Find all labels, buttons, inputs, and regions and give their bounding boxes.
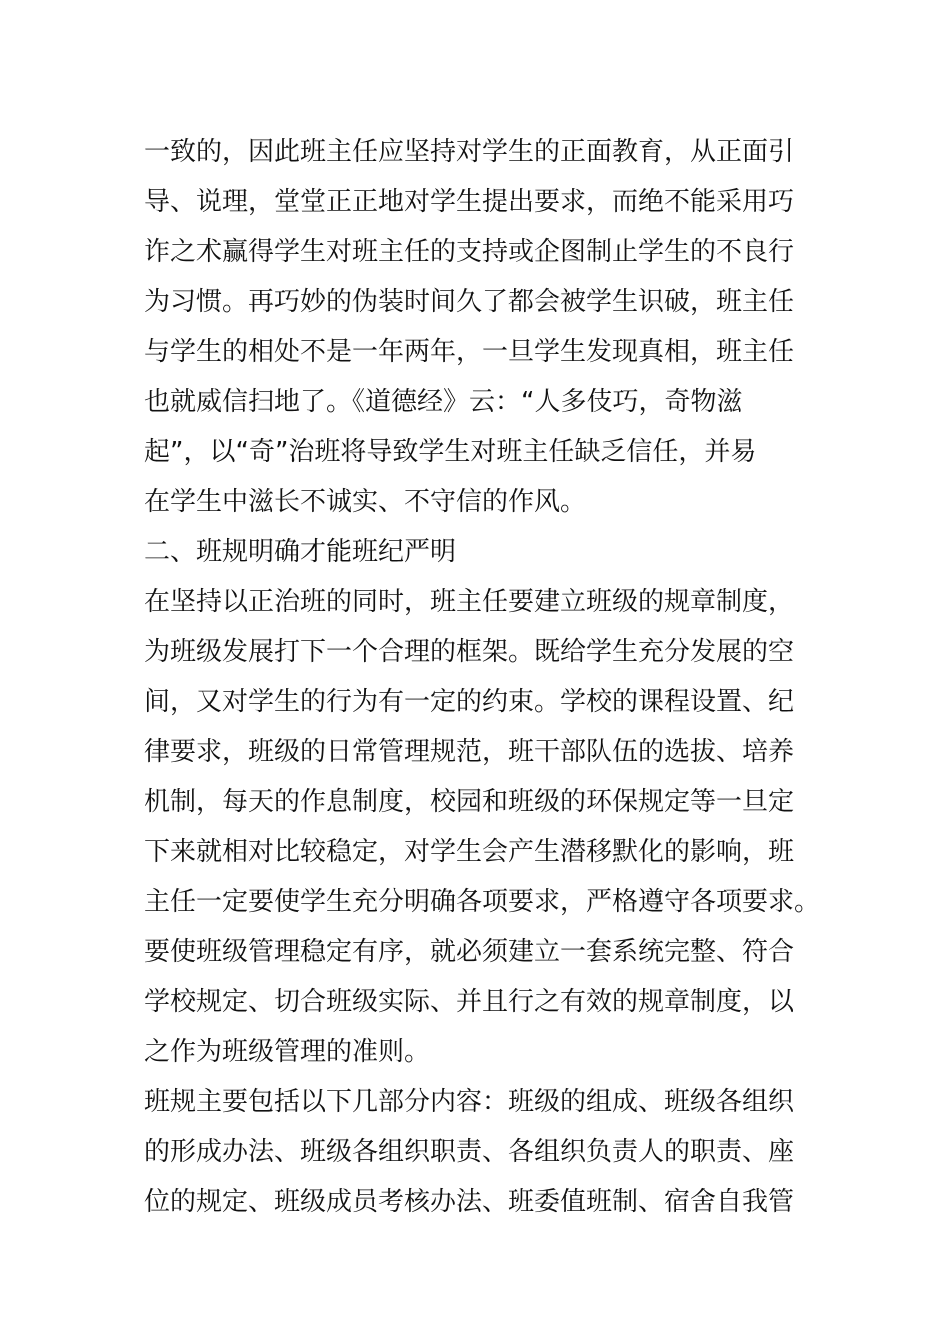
text-line: 导、说理，堂堂正正地对学生提出要求，而绝不能采用巧: [144, 187, 795, 217]
body-text: [144, 127, 821, 1227]
text-line: 一致的，因此班主任应坚持对学生的正面教育，从正面引: [144, 137, 795, 167]
text-line: 在学生中滋长不诚实、不守信的作风。: [144, 487, 587, 517]
text-line: 学校规定、切合班级实际、并且行之有效的规章制度，以: [144, 987, 795, 1017]
text-line: 间，又对学生的行为有一定的约束。学校的课程设置、纪: [144, 687, 795, 717]
text-line: 诈之术赢得学生对班主任的支持或企图制止学生的不良行: [144, 237, 795, 267]
text-line: 下来就相对比较稳定，对学生会产生潜移默化的影响，班: [144, 837, 795, 867]
text-line: 位的规定、班级成员考核办法、班委值班制、宿舍自我管: [144, 1187, 795, 1217]
text-line: 律要求，班级的日常管理规范，班干部队伍的选拔、培养: [144, 737, 795, 767]
text-line: 也就威信扫地了。《道德经》云：“人多伎巧，奇物滋: [144, 387, 743, 417]
text-line: 之作为班级管理的准则。: [144, 1037, 431, 1067]
text-line: 起”，以“奇”治班将导致学生对班主任缺乏信任，并易: [144, 437, 757, 467]
text-line: 要使班级管理稳定有序，就必须建立一套系统完整、符合: [144, 937, 795, 967]
text-line: 主任一定要使学生充分明确各项要求，严格遵守各项要求。: [144, 887, 821, 917]
text-line: 机制，每天的作息制度，校园和班级的环保规定等一旦定: [144, 787, 795, 817]
text-line: 与学生的相处不是一年两年，一旦学生发现真相，班主任: [144, 337, 795, 367]
text-line: 在坚持以正治班的同时，班主任要建立班级的规章制度，: [144, 587, 795, 617]
text-line: 的形成办法、班级各组织职责、各组织负责人的职责、座: [144, 1137, 795, 1167]
text-line: 班规主要包括以下几部分内容：班级的组成、班级各组织: [144, 1087, 795, 1117]
text-line: 为习惯。再巧妙的伪装时间久了都会被学生识破，班主任: [144, 287, 795, 317]
text-line: 为班级发展打下一个合理的框架。既给学生充分发展的空: [144, 637, 795, 667]
section-heading: 二、班规明确才能班纪严明: [144, 537, 457, 567]
